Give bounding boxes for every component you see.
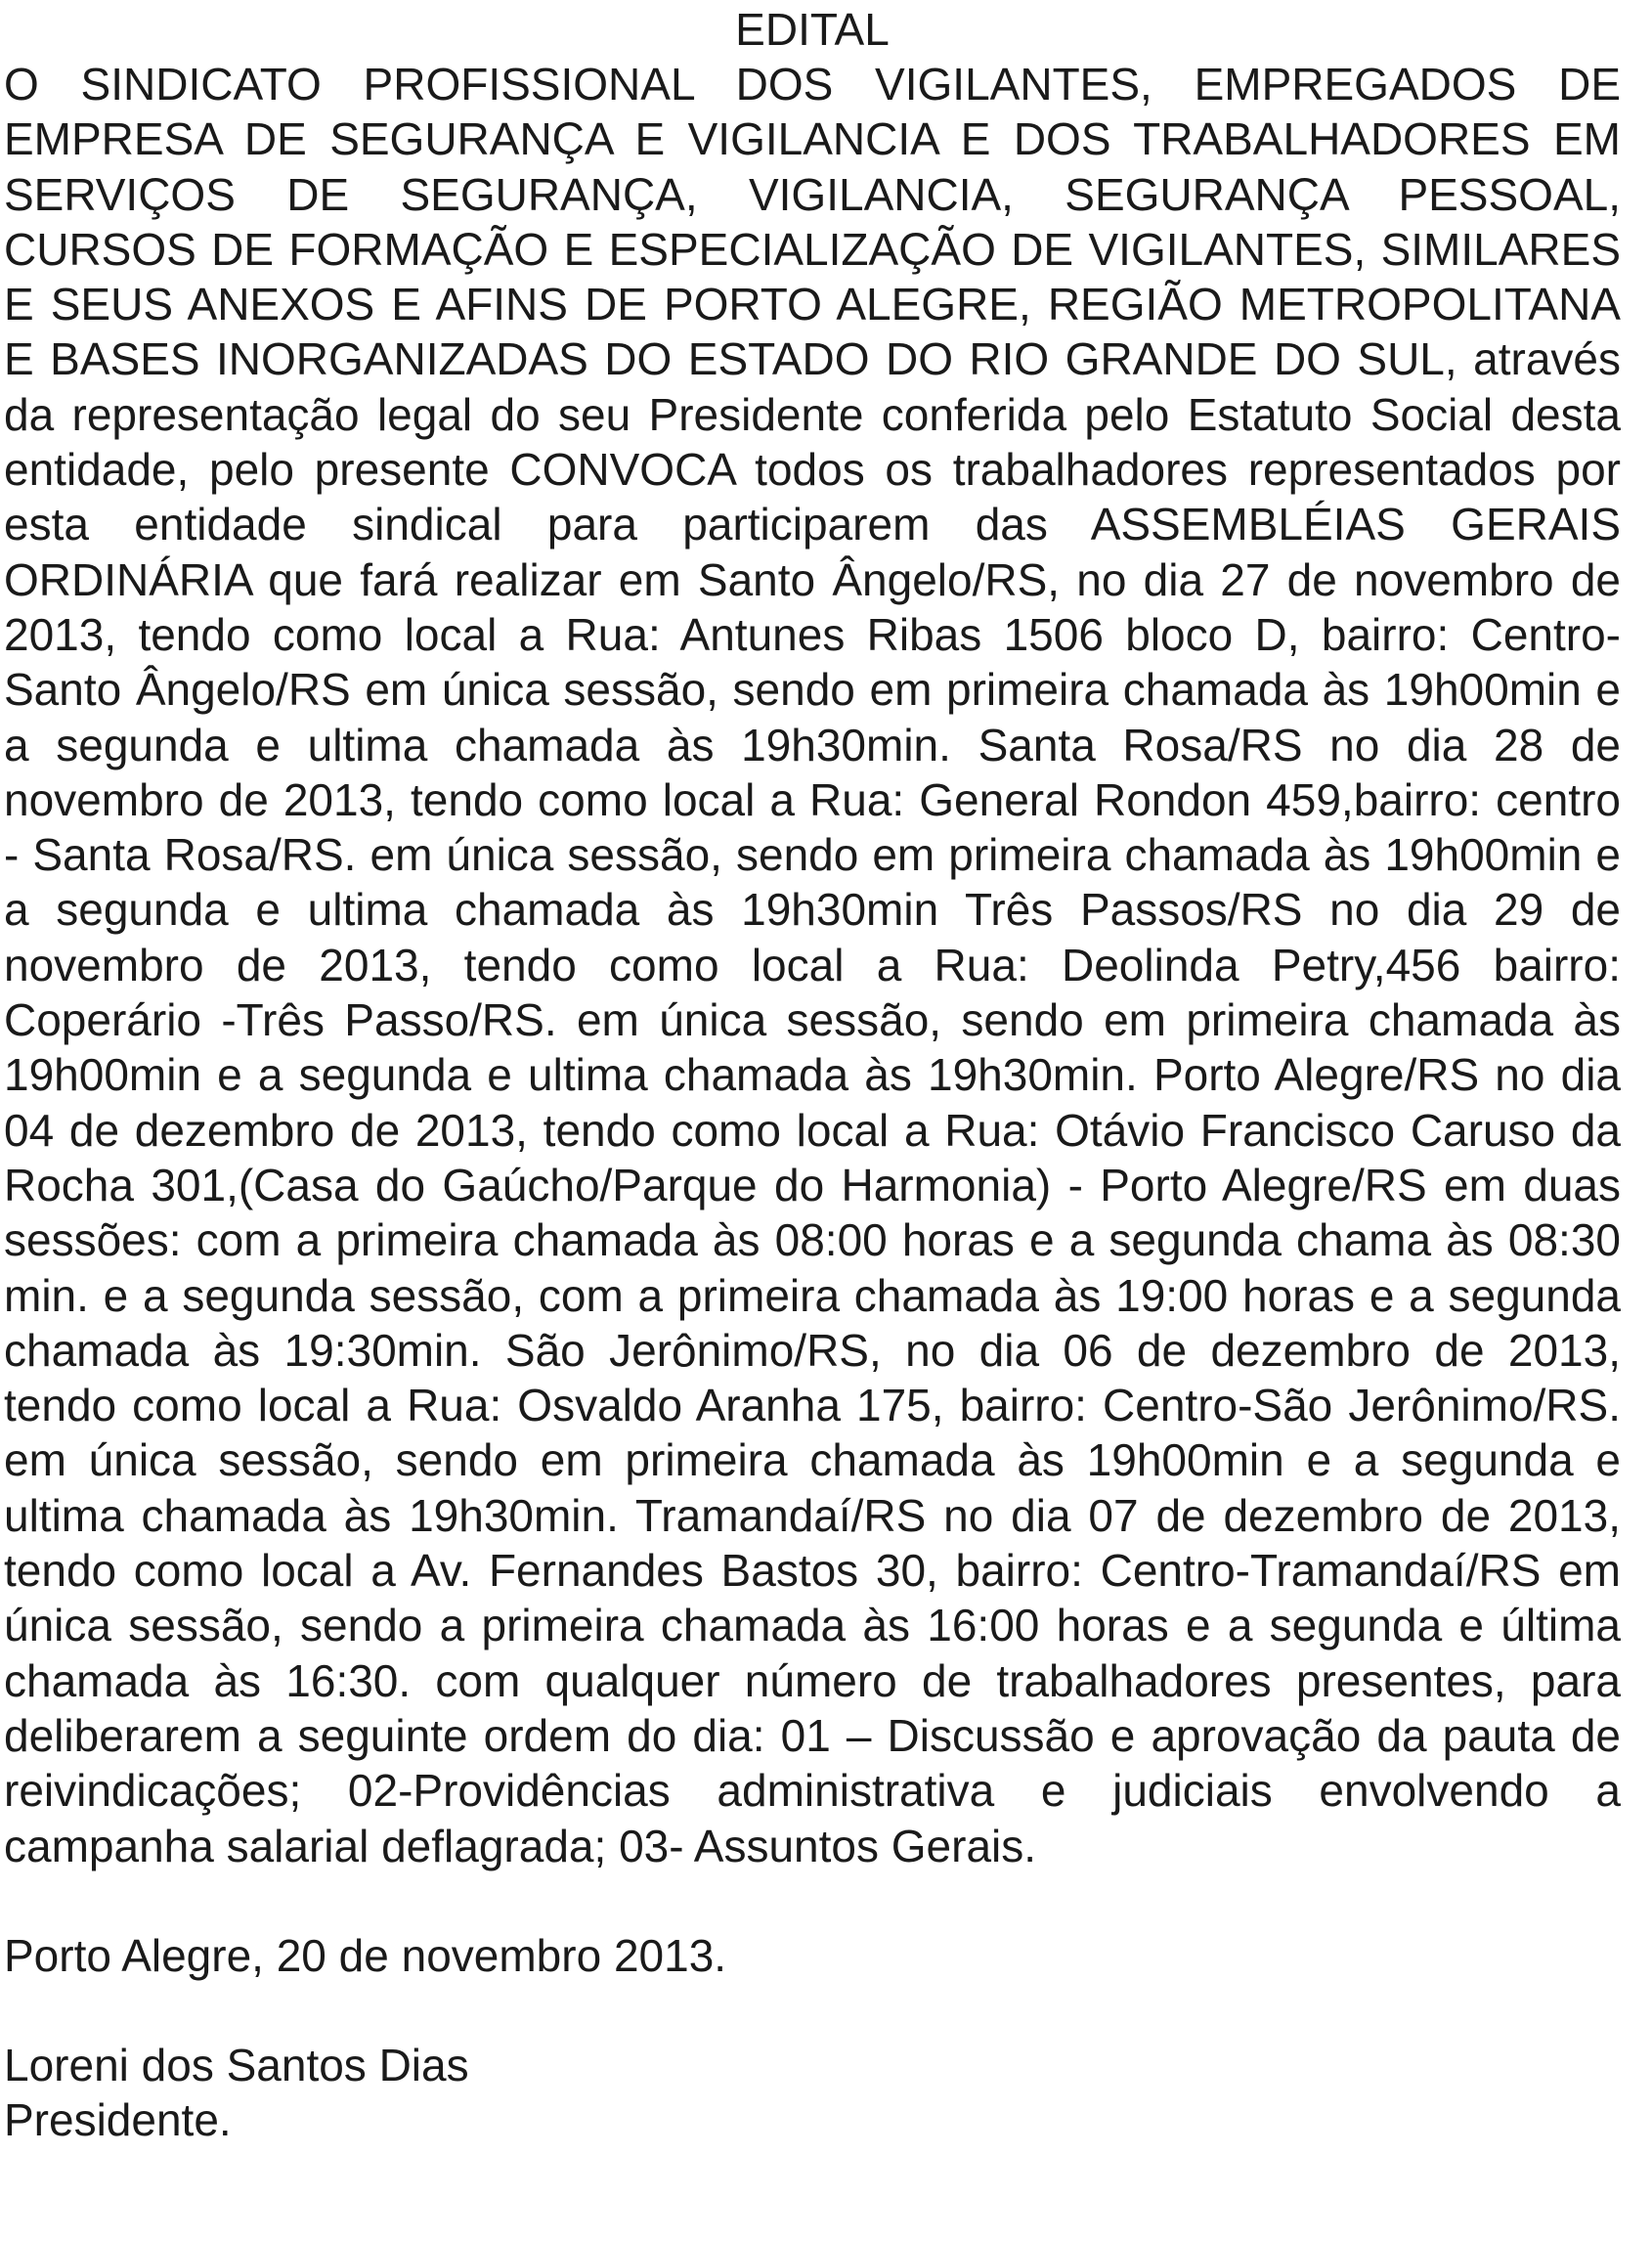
- signer-role: Presidente.: [4, 2094, 232, 2146]
- notice-page: [4, 2, 1621, 2148]
- signature-block: [4, 2038, 1621, 2148]
- notice-body: O SINDICATO PROFISSIONAL DOS VIGILANTES, EMPREGADOS DE EMPRESA DE SEGURANÇA E VIGILANCIA E DOS TRABALHADORES EM SERVIÇOS DE SEGURANÇA, VIGILANCIA, SEGURANÇA PESSOAL, CURSOS DE FORMAÇÃO E ESPECIALIZAÇÃO DE VIGILANTES, SIMILARES E SEUS ANEXOS E AFINS DE PORTO ALEGRE, REGIÃO METROPOLITANA E BASES INORGANIZADAS DO ESTADO DO RIO GRANDE DO SUL, através da representação legal do seu Presidente conferida pelo Estatuto Social desta entidade, pelo presente CONVOCA todos os trabalhadores representados por esta entidade sindical para participarem das ASSEMBLÉIAS GERAIS ORDINÁRIA que fará realizar em Santo Ângelo/RS, no dia 27 de novembro de 2013, tendo como local a Rua: Antunes Ribas 1506 bloco D, bairro: Centro-Santo Ângelo/RS em única sessão, sendo em primeira chamada às 19h00min e a segunda e ultima chamada às 19h30min. Santa Rosa/RS no dia 28 de novembro de 2013, tendo como local a Rua: General Rondon 459,bairro: centro - Santa Rosa/RS. em única sessão, sendo em primeira chamada às 19h00min e a segunda e ultima chamada às 19h30min Três Passos/RS no dia 29 de novembro de 2013, tendo como local a Rua: Deolinda Petry,456 bairro: Coperário -Três Passo/RS. em única sessão, sendo em primeira chamada às 19h00min e a segunda e ultima chamada às 19h30min. Porto Alegre/RS no dia 04 de dezembro de 2013, tendo como local a Rua: Otávio Francisco Caruso da Rocha 301,(Casa do Gaúcho/Parque do Harmonia) - Porto Alegre/RS em duas sessões: com a primeira chamada às 08:00 horas e a segunda chama às 08:30 min. e a segunda sessão, com a primeira chamada às 19:00 horas e a segunda chamada às 19:30min. São Jerônimo/RS, no dia 06 de dezembro de 2013, tendo como local a Rua: Osvaldo Aranha 175, bairro: Centro-São Jerônimo/RS. em única sessão, sendo em primeira chamada às 19h00min e a segunda e ultima chamada às 19h30min. Tramandaí/RS no dia 07 de dezembro de 2013, tendo como local a Av. Fernandes Bastos 30, bairro: Centro-Tramandaí/RS em única sessão, sendo a primeira chamada às 16:00 horas e a segunda e última chamada às 16:30. com qualquer número de trabalhadores presentes, para deliberarem a seguinte ordem do dia: 01 – Discussão e aprovação da pauta de reivindicações; 02-Providências administrativa e judiciais envolvendo a campanha salarial deflagrada; 03- Assuntos Gerais.: [4, 59, 1621, 1871]
- signer-name: Loreni dos Santos Dias: [4, 2040, 469, 2091]
- notice-title: EDITAL: [735, 4, 890, 55]
- date-line: Porto Alegre, 20 de novembro 2013.: [4, 1929, 727, 1981]
